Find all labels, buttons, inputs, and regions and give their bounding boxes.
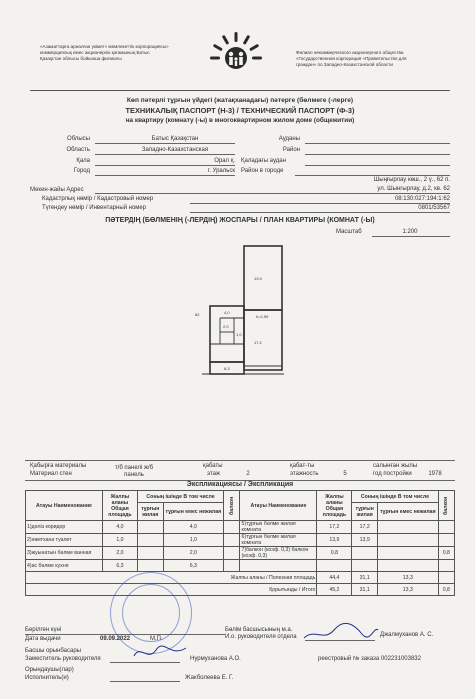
- cell-area: 6,3: [102, 560, 137, 572]
- cadastral-underline: [190, 203, 450, 204]
- oblast-label: Область: [66, 147, 90, 153]
- col-nonliving-header: [163, 503, 224, 521]
- cell-name: 5)тұрғын бөлме жилая комната: [240, 521, 317, 534]
- head-label-kz: Бөлім басшысының м.а.: [225, 627, 293, 633]
- cell-area: 13,9: [317, 534, 352, 547]
- gorod-underline: [95, 175, 235, 176]
- cell-balcony: 0,8: [438, 547, 454, 560]
- floor-label-kz: қабаты: [203, 463, 223, 469]
- cell-balcony: [224, 560, 240, 572]
- cell-balcony: [224, 521, 240, 534]
- head-signature: [300, 618, 380, 644]
- col-living-header-2: [352, 503, 378, 521]
- exec-signature-line: [110, 681, 180, 682]
- kala-value: Орал қ.: [214, 158, 235, 164]
- cell-living: [137, 534, 163, 547]
- room-2-area-label: 1,0: [236, 332, 242, 337]
- cell-nonliving: [378, 547, 439, 560]
- grand-living: 31,1: [352, 584, 378, 596]
- col-living-text-2: тұрғын жилая: [355, 505, 374, 518]
- scale-label: Масштаб: [336, 229, 362, 235]
- ceiling-height-label: h=2,59: [256, 314, 269, 319]
- left-org-line-3: Қазақстан облысы бойынша филиалы: [40, 56, 122, 61]
- floors-value: 5: [343, 471, 347, 477]
- cell-name: 2)әжетхана туалет: [26, 534, 103, 547]
- explication-table: [25, 490, 455, 596]
- oblast-underline: [95, 154, 235, 155]
- kala-audan-label: Қаладағы аудан: [241, 158, 286, 164]
- floors-label-kz: қабат-ты: [290, 463, 315, 469]
- issued-label-ru: Дата выдачи: [25, 636, 61, 642]
- floor-value: 2: [246, 471, 250, 477]
- cell-living: [137, 547, 163, 560]
- grand-total-label: Қорытынды / Итого: [26, 584, 317, 596]
- table-row: [26, 547, 455, 560]
- wall-label-ru: Материал стен: [30, 471, 72, 477]
- col-living-text: тұрғын жилая: [141, 505, 160, 518]
- raion-gorod-underline: [295, 175, 450, 176]
- cell-living: 17,2: [352, 521, 378, 534]
- cell-area: 1,0: [102, 534, 137, 547]
- col-area-header: [102, 491, 137, 521]
- exec-name: Жакболеева Е. Г.: [185, 675, 234, 681]
- left-org-line-1: «Азаматтарға арналған үкімет» мемлекеттік корпорациясы»: [40, 44, 169, 49]
- wall-value: т/б панелі ж/б панель: [114, 465, 154, 478]
- explication-title: Экспликациясы / Экспликация: [186, 481, 294, 488]
- col-incl-header: [137, 491, 223, 503]
- floor-label-ru: этаж: [207, 471, 220, 477]
- cell-nonliving: [378, 534, 439, 547]
- kala-audan-underline: [305, 165, 450, 166]
- cadastral-value: 08:130:027:194:1:62: [394, 196, 450, 202]
- kala-underline: [95, 165, 235, 166]
- col-name-header: [26, 491, 103, 521]
- inventory-label: Түгендеу нөмір / Инвентарный номер: [42, 205, 147, 211]
- year-value: 1978: [428, 471, 442, 477]
- head-name: Джалмуханов А. С.: [380, 632, 434, 638]
- building-top-line: [25, 460, 455, 461]
- cell-living: [137, 521, 163, 534]
- right-org-text: [296, 50, 407, 68]
- oblys-underline: [95, 143, 235, 144]
- room-1-area-label: 4,0: [224, 310, 230, 315]
- cell-name: 4)ас бөлме кухня: [26, 560, 103, 572]
- cell-name: 7)балкон (коэф. 0,3) балкон (коэф. 0,3): [240, 547, 317, 560]
- cell-nonliving: 4,0: [163, 521, 224, 534]
- issued-label-kz: Берілген күні: [25, 627, 62, 633]
- cadastral-label: Кадастрлық нөмір / Кадастровый номер: [42, 196, 154, 202]
- gorod-label: Город: [73, 168, 90, 174]
- col-name-text-2: Атауы Наименование: [250, 502, 307, 509]
- header-divider: [30, 90, 450, 91]
- cell-nonliving: [378, 521, 439, 534]
- kala-label: Қала: [76, 158, 90, 164]
- document-title: ТЕХНИКАЛЫҚ ПАСПОРТ (Н-3) / ТЕХНИЧЕСКИЙ ПАСПОРТ (Ф-3): [125, 106, 355, 115]
- total-label: Жалпы аланы / Полезная площадь: [26, 572, 317, 584]
- exec-label-kz: Орындаушы(лар): [25, 667, 74, 673]
- explication-body: [26, 521, 455, 572]
- address-underline: [95, 193, 450, 194]
- audany-label: Ауданы: [278, 136, 300, 142]
- table-row: [26, 534, 455, 547]
- government-corporation-logo-icon: [206, 30, 266, 88]
- cell-name: 3)жуынатын бөлме ванная: [26, 547, 103, 560]
- address-kz: Шыңғырлау көш., 2 ү., 62 п.: [373, 177, 450, 183]
- inventory-value: 0801/53567: [418, 205, 450, 211]
- registry-number: реестровый № заказа 002231003832: [318, 656, 421, 662]
- issued-value: 09.09.2022: [100, 636, 131, 642]
- oblys-value: Батыс Қазақстан: [151, 136, 199, 142]
- right-org-line-3: граждан» по Западно-Казахстанской области: [296, 62, 393, 67]
- official-stamp-inner: [122, 584, 180, 642]
- room-6-area-label: 17,2: [254, 340, 262, 345]
- grand-nonliving: 13,3: [378, 584, 439, 596]
- audany-underline: [305, 143, 450, 144]
- col-area-text: Жалпы аланы Общая площадь: [108, 493, 132, 518]
- deputy-label-kz: Басшы орынбасары: [25, 648, 81, 654]
- room-6-outline: [244, 310, 282, 370]
- col-name-text: Атауы Наименование: [36, 502, 92, 509]
- cell-name: 6)тұрғын бөлме жилая комната: [240, 534, 317, 547]
- mekenzhai-label: Мекен-жайы Адрес: [30, 187, 84, 193]
- scale-underline: [372, 236, 450, 237]
- col-area-text-2: Жалпы аланы Общая площадь: [322, 493, 347, 518]
- table-row: [26, 521, 455, 534]
- cell-living: [352, 560, 378, 572]
- room-3-area-label: 2,0: [223, 324, 229, 329]
- address-ru: ул. Шынгырлау, д.2, кв. 62: [377, 186, 450, 192]
- year-label-ru: год постройки: [373, 471, 412, 477]
- cell-balcony: [224, 534, 240, 547]
- oblys-label: Облысы: [67, 136, 90, 142]
- cell-living: [137, 560, 163, 572]
- col-balcony-text: балкон: [228, 496, 235, 515]
- left-org-line-2: коммерциялық емес акционерлік қоғамының Батыс: [40, 50, 150, 55]
- table-header-row-1: [26, 491, 455, 503]
- gorod-value: г. Уральск: [207, 168, 235, 174]
- cell-balcony: [438, 560, 454, 572]
- raion-underline: [305, 154, 450, 155]
- total-row: [26, 572, 455, 584]
- year-label-kz: салынған жылы: [373, 463, 418, 469]
- cell-area: 17,2: [317, 521, 352, 534]
- subtitle-kz: Көп пәтерлі тұрғын үйдегі (жатақханадағы) пәтерге (бөлмеге (-лерге): [126, 97, 354, 104]
- col-living-header: [137, 503, 163, 521]
- cell-name: 1)дәліз коридор: [26, 521, 103, 534]
- cell-living: 13,9: [352, 534, 378, 547]
- plan-title: ПӘТЕРДІҢ (БӨЛМЕНІҢ (-ЛЕРДІҢ) ЖОСПАРЫ / ПЛАН КВАРТИРЫ (КОМНАТ (-Ы): [105, 217, 375, 224]
- cell-nonliving: [378, 560, 439, 572]
- room-5-area-label: 13,9: [254, 276, 262, 281]
- col-name-header-2: [240, 491, 317, 521]
- cell-balcony: [224, 547, 240, 560]
- total-nonliving: 13,3: [378, 572, 439, 584]
- total-balcony: [438, 572, 454, 584]
- table-row: [26, 560, 455, 572]
- cell-balcony: [438, 534, 454, 547]
- subtitle-ru: на квартиру (комнату (-ы) в многоквартирном жилом доме (общежитии): [125, 117, 355, 124]
- head-label-ru: И.о. руководителя отдела: [225, 634, 297, 640]
- col-balcony-header: [224, 491, 240, 521]
- exec-label-ru: Исполнитель(и): [25, 675, 69, 681]
- cell-balcony: [438, 521, 454, 534]
- deputy-signature: [130, 640, 190, 666]
- col-nonliving-header-2: [378, 503, 439, 521]
- col-balcony-header-2: [438, 491, 454, 521]
- mp-text: М.П.: [150, 636, 163, 642]
- total-area: 44,4: [317, 572, 352, 584]
- deputy-label-ru: Заместитель руководителя: [25, 656, 101, 662]
- grand-balcony: 0,8: [438, 584, 454, 596]
- grand-area: 45,2: [317, 584, 352, 596]
- cell-area: 2,0: [102, 547, 137, 560]
- cell-living: [352, 547, 378, 560]
- raion-label: Район: [282, 147, 300, 153]
- room-4-area-label: 6,3: [224, 366, 230, 371]
- col-incl-header-2: [352, 491, 438, 503]
- scale-value: 1:200: [402, 229, 418, 235]
- col-balcony-text-2: балкон: [443, 496, 450, 515]
- col-area-header-2: [317, 491, 352, 521]
- cell-nonliving: 6,3: [163, 560, 224, 572]
- oblast-value: Западно-Казахстанская: [141, 147, 209, 153]
- cell-nonliving: 1,0: [163, 534, 224, 547]
- wall-label-kz: Қабырға материалы: [30, 463, 87, 469]
- cell-area: 0,8: [317, 547, 352, 560]
- cell-area: [317, 560, 352, 572]
- cell-area: 4,0: [102, 521, 137, 534]
- col-nonliving-text: тұрғын емес нежилая: [165, 508, 222, 515]
- apartment-number-label: 62: [195, 312, 200, 317]
- deputy-name: Нурмуханова А.О.: [190, 656, 241, 662]
- col-nonliving-text-2: тұрғын емес нежилая: [380, 508, 436, 515]
- right-org-line-2: «Государственная корпорация «Правительство для: [296, 56, 407, 61]
- room-5-outline: [244, 246, 282, 310]
- cell-name: [240, 560, 317, 572]
- floors-label-ru: этажность: [290, 471, 319, 477]
- floor-plan: [180, 236, 310, 386]
- cell-nonliving: 2,0: [163, 547, 224, 560]
- grand-total-row: [26, 584, 455, 596]
- inventory-underline: [190, 212, 450, 213]
- right-org-line-1: Филиал некоммерческого акционерного общества: [296, 50, 404, 55]
- raion-gorod-label: Район в городе: [241, 168, 284, 174]
- left-org-text: [40, 44, 169, 62]
- col-incl-text-2: Соның ішінде В том числе: [360, 493, 430, 500]
- col-incl-text: Соның ішінде В том числе: [146, 493, 215, 500]
- total-living: 31,1: [352, 572, 378, 584]
